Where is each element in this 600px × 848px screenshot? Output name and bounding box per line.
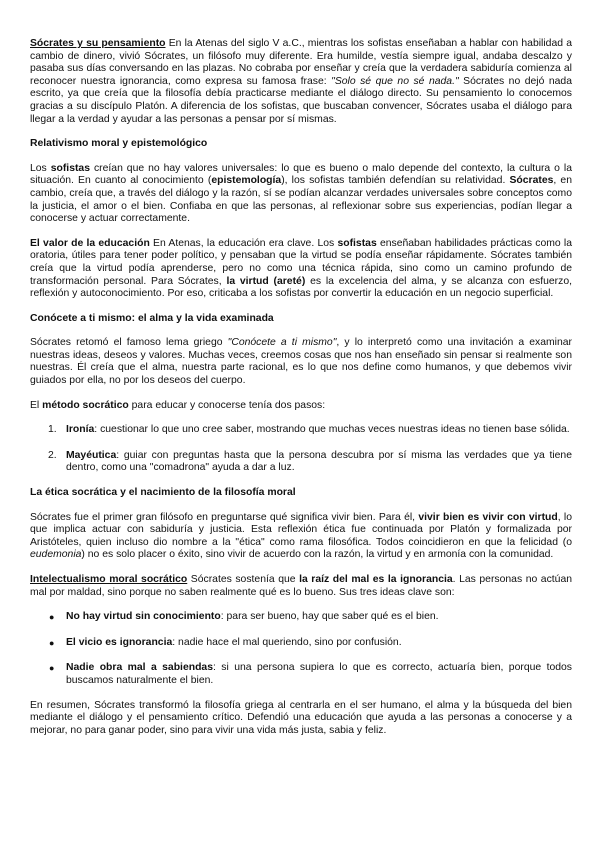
list-item: [30, 424, 572, 437]
met-text-1: El: [30, 399, 43, 411]
rel-text-4: , en cambio, creía que, a través del diálogo y la razón, sí se podían alcanzar verdades universales sobre conceptos como la justicia, el amor o el bien. Confiaba en que las personas, al reflexionar sobre sus experiencias, podían llegar a conocerse y actuar correctamente.: [30, 175, 572, 225]
rel-bold-3: Sócrates: [509, 175, 554, 187]
int-bold-1: la raíz del mal es la ignorancia: [299, 574, 453, 585]
con-quote: "Conócete a ti mismo": [227, 337, 337, 349]
list-item: [30, 450, 572, 475]
int-lead: Intelectualismo moral socrático: [30, 574, 188, 585]
bullet-term: No hay virtud sin conocimiento: [66, 611, 221, 623]
step-term: Ironía: [66, 424, 95, 436]
edu-text-2: enseñaban habilidades prácticas como la oratoria, útiles para tener poder político, y pensaban que la virtud se podía enseñar rápidamente. Sócrates también creía que la virtud podía aprenderse, pero no como una técnica rápida, sino como un camino profundo de transformación personal. Para Sócrates,: [30, 237, 572, 287]
relativismo-paragraph: [30, 163, 572, 226]
intro-lead: Sócrates y su pensamiento: [30, 38, 166, 49]
int-text-1: Sócrates sostenía que: [187, 574, 300, 585]
rel-text-2: creían que no hay valores universales: lo que es bueno o malo depende del contexto, la cultura o la situación. En cuanto al conocimiento (: [30, 162, 573, 187]
eti-text-1: Sócrates fue el primer gran filósofo en preguntarse qué significa vivir bien. Para él,: [30, 511, 419, 523]
bullet-text: : si una persona supiera lo que es correcto, actuaría bien, porque todos buscamos naturalmente el bien.: [66, 662, 572, 686]
heading-etica: La ética socrática y el nacimiento de la filosofía moral: [30, 487, 296, 499]
step-text: : guiar con preguntas hasta que la persona descubra por sí misma las verdades que ya tiene dentro, como una "comadrona" ayuda a dar a luz.: [66, 449, 572, 474]
rel-text-1: Los: [30, 162, 51, 174]
eti-bold-1: vivir bien es vivir con virtud: [418, 511, 558, 523]
list-number: 2.: [48, 449, 57, 461]
metodo-paragraph: [30, 400, 572, 413]
bullet-icon: ●: [49, 612, 55, 623]
step-text: : cuestionar lo que uno cree saber, mostrando que muchas veces nuestras ideas no tienen base sólida.: [94, 424, 570, 436]
bullet-text: : para ser bueno, hay que saber qué es el bien.: [220, 611, 439, 623]
step-term: Mayéutica: [66, 449, 117, 461]
heading-conocete: Conócete a ti mismo: el alma y la vida examinada: [30, 312, 274, 324]
conclusion-paragraph: En resumen, Sócrates transformó la filosofía griega al centrarla en el ser humano, el alma y la búsqueda del bien mediante el diálogo y el pensamiento crítico. Defendió una educación que ayuda a las personas a conocerse y a mejorar, no para ganar poder, sino para vivir una vida más justa, sabia y feliz.: [30, 699, 572, 736]
intelectualismo-bullets: [30, 611, 572, 687]
met-bold-1: método socrático: [42, 399, 129, 411]
edu-text-1: En Atenas, la educación era clave. Los: [149, 237, 338, 249]
intro-quote: "Solo sé que no sé nada.": [331, 75, 459, 87]
intelectualismo-paragraph: [30, 574, 572, 599]
bullet-text: : nadie hace el mal queriendo, sino por confusión.: [172, 636, 402, 648]
intro-paragraph: [30, 38, 572, 126]
rel-bold-2: epistemología: [211, 175, 282, 187]
list-number: 1.: [48, 424, 57, 436]
eti-text-3: ) no es solo placer o éxito, sino vivir de acuerdo con la razón, la virtud y en armonía con la comunidad.: [81, 549, 554, 561]
rel-bold-1: sofistas: [50, 162, 90, 174]
edu-bold-1: sofistas: [337, 237, 377, 249]
bullet-term: Nadie obra mal a sabiendas: [66, 662, 213, 674]
edu-lead: El valor de la educación: [30, 237, 150, 249]
intro-text-1: En la Atenas del siglo V a.C., mientras los sofistas enseñaban a hablar con habilidad a cambio de dinero, vivió Sócrates, un filósofo muy diferente. Era humilde, vestía siempre igual, andaba descalzo y pasaba sus días conversando en las plazas. No cobraba por enseñar y creía que la verdadera sabiduría comienza al reconocer nuestra ignorancia, como expresa su famosa frase:: [30, 38, 572, 87]
bullet-icon: ●: [49, 637, 55, 648]
metodo-steps-list: [30, 424, 572, 475]
con-text-2: , y lo interpretó como una invitación a examinar nuestras ideas, deseos y valores. Muchas veces, creemos cosas que nos han enseñado sin pensar si realmente son nuestras. Él creía que el alma, nuestra parte racional, es lo que nos define como humanos, y que debemos vivir guiados por ella, no por los deseos del cuerpo.: [30, 337, 572, 387]
intro-text-2: Sócrates no dejó nada escrito, ya que creía que la filosofía debía practicarse mediante el diálogo directo. Su pensamiento lo conocemos gracias a su discípulo Platón. A diferencia de los sofistas, que buscaban convencer, Sócrates usaba el diálogo para llegar a la verdad y ayudar a las personas a pensar por sí mismas.: [30, 75, 572, 125]
edu-bold-2: la virtud (areté): [226, 275, 306, 287]
eti-italic-1: eudemonia: [30, 549, 82, 561]
educacion-paragraph: [30, 238, 572, 301]
rel-text-3: ), los sofistas también defendían su relatividad.: [281, 175, 510, 187]
con-text-1: Sócrates retomó el famoso lema griego: [30, 337, 228, 349]
bullet-term: El vicio es ignorancia: [66, 636, 173, 648]
conocete-paragraph: [30, 337, 572, 387]
met-text-2: para educar y conocerse tenía dos pasos:: [128, 399, 326, 411]
bullet-icon: ●: [49, 663, 55, 674]
list-item: [30, 662, 572, 687]
list-item: [30, 637, 572, 650]
document-page: [30, 38, 572, 737]
heading-relativismo: Relativismo moral y epistemológico: [30, 138, 208, 150]
list-item: [30, 611, 572, 624]
edu-text-3: es la excelencia del alma, y se alcanza con esfuerzo, reflexión y autoconocimiento. Por eso, criticaba a los sofistas por convertir la educación en un negocio superficial.: [30, 275, 572, 300]
int-text-2: . Las personas no actúan mal por maldad, sino porque no saben realmente qué es lo bueno. Sus tres ideas clave son:: [30, 574, 573, 598]
eti-text-2: , lo que implica actuar con sabiduría y justicia. Esta reflexión ética fue continuada por Platón y formalizada por Aristóteles, quien incluso dio nombre a la "ética" como rama filosófica. Todos coincidieron en que la felicidad (o: [30, 511, 572, 548]
etica-paragraph: [30, 512, 572, 562]
